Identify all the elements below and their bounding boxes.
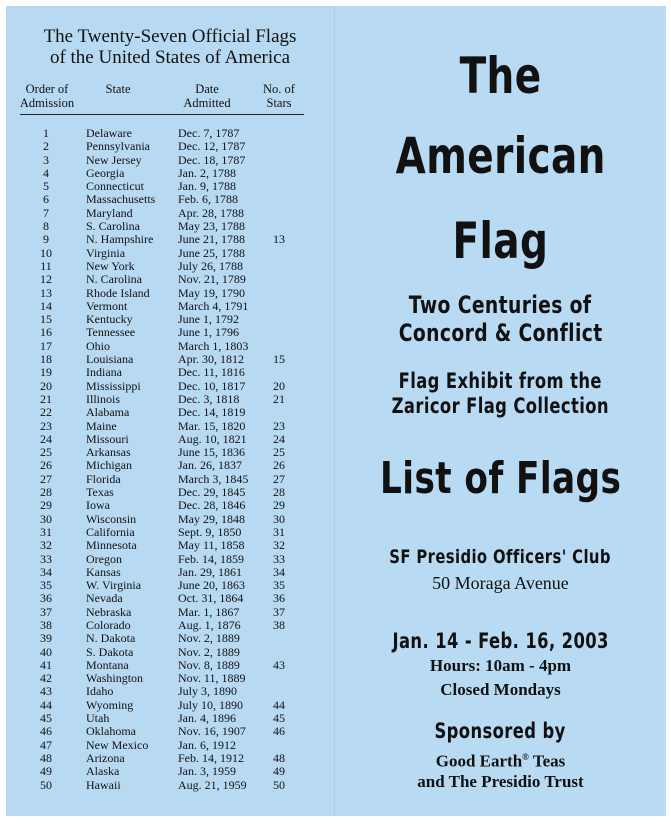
state-cell: S. Dakota: [86, 644, 134, 659]
state-cell: Maine: [86, 418, 117, 433]
date-cell: June 1, 1792: [178, 312, 239, 327]
order-cell: 19: [40, 365, 52, 380]
date-cell: Aug. 1, 1876: [178, 617, 241, 632]
stars-cell: 34: [273, 564, 285, 579]
order-cell: 40: [40, 644, 52, 659]
table-row: [6, 193, 334, 206]
date-cell: June 25, 1788: [178, 245, 245, 260]
table-row: [6, 300, 334, 313]
date-cell: May 19, 1790: [178, 285, 245, 300]
stars-cell: 26: [273, 458, 285, 473]
order-cell: 12: [40, 272, 52, 287]
stars-cell: 44: [273, 697, 285, 712]
table-row: [6, 433, 334, 446]
state-cell: Tennessee: [86, 325, 136, 340]
order-cell: 3: [43, 152, 49, 167]
state-cell: Maryland: [86, 205, 133, 220]
state-cell: California: [86, 524, 135, 539]
table-row: [6, 326, 334, 339]
subtitle-line1: Two Centuries of: [409, 291, 592, 319]
order-cell: 42: [40, 671, 52, 686]
state-cell: New Jersey: [86, 152, 142, 167]
stars-cell: 50: [273, 777, 285, 792]
order-cell: 7: [43, 205, 49, 220]
order-cell: 8: [43, 219, 49, 234]
table-row: [6, 566, 334, 579]
table-row: [6, 247, 334, 260]
header-date: Date Admitted: [183, 82, 231, 110]
table-row: [6, 632, 334, 645]
hours: Hours: 10am - 4pm: [429, 656, 572, 675]
state-cell: New York: [86, 258, 135, 273]
flag-table: [6, 127, 334, 792]
order-cell: 46: [40, 724, 52, 739]
state-cell: Kansas: [86, 564, 121, 579]
title-flag: Flag: [452, 212, 549, 270]
order-cell: 22: [40, 405, 52, 420]
closed-days: Closed Mondays: [440, 680, 561, 699]
table-row: [6, 420, 334, 433]
stars-cell: 33: [273, 551, 285, 566]
order-cell: 43: [40, 684, 52, 699]
date-cell: Feb. 14, 1912: [178, 750, 244, 765]
state-cell: Hawaii: [86, 777, 121, 792]
state-cell: N. Hampshire: [86, 232, 154, 247]
header-state: State: [105, 82, 131, 96]
date-cell: Apr. 28, 1788: [178, 205, 244, 220]
stars-cell: 36: [273, 591, 285, 606]
state-cell: Virginia: [86, 245, 126, 260]
table-row: [6, 353, 334, 366]
date-cell: July 26, 1788: [178, 258, 244, 273]
order-cell: 45: [40, 711, 52, 726]
stars-cell: 29: [273, 498, 285, 513]
date-cell: Nov. 2, 1889: [178, 644, 240, 659]
header-order: Order of Admission: [19, 82, 75, 110]
stars-cell: 20: [273, 378, 285, 393]
date-cell: Dec. 12, 1787: [178, 139, 246, 154]
date-cell: Dec. 11, 1816: [178, 365, 245, 380]
order-cell: 10: [40, 245, 52, 260]
order-cell: 36: [40, 591, 52, 606]
state-cell: Florida: [86, 471, 121, 486]
state-cell: Iowa: [86, 498, 110, 513]
list-heading: List of Flags: [379, 453, 622, 504]
header-stars: No. of Stars: [263, 82, 295, 110]
date-cell: Dec. 28, 1846: [178, 498, 246, 513]
order-cell: 23: [40, 418, 52, 433]
table-row: [6, 539, 334, 552]
order-cell: 34: [40, 564, 52, 579]
date-cell: June 20, 1863: [178, 578, 245, 593]
table-row: [6, 459, 334, 472]
state-cell: Georgia: [86, 165, 125, 180]
date-cell: Nov. 11, 1889: [178, 671, 246, 686]
table-row: [6, 127, 334, 140]
state-cell: New Mexico: [86, 737, 149, 752]
order-cell: 47: [40, 737, 52, 752]
state-cell: Connecticut: [86, 179, 144, 194]
state-cell: Indiana: [86, 365, 122, 380]
order-cell: 4: [43, 165, 49, 180]
table-row: [6, 406, 334, 419]
date-cell: Nov. 21, 1789: [178, 272, 246, 287]
table-row: [6, 233, 334, 246]
table-row: [6, 273, 334, 286]
header-divider: [20, 114, 304, 115]
date-cell: March 1, 1803: [178, 338, 249, 353]
order-cell: 2: [43, 139, 49, 154]
date-cell: Nov. 16, 1907: [178, 724, 246, 739]
stars-cell: 21: [273, 391, 285, 406]
order-cell: 20: [40, 378, 52, 393]
table-row: [6, 393, 334, 406]
date-cell: Apr. 30, 1812: [178, 352, 244, 367]
table-row: [6, 154, 334, 167]
stars-cell: 37: [273, 604, 285, 619]
date-cell: May 23, 1788: [178, 219, 245, 234]
state-cell: Arkansas: [86, 445, 131, 460]
date-cell: Nov. 8, 1889: [178, 657, 240, 672]
stars-cell: 45: [273, 711, 285, 726]
state-cell: Nevada: [86, 591, 123, 606]
sponsored-by: Sponsored by: [434, 719, 567, 743]
date-cell: Oct. 31, 1864: [178, 591, 244, 606]
table-row: [6, 287, 334, 300]
stars-cell: 43: [273, 657, 285, 672]
address: 50 Moraga Avenue: [432, 573, 569, 593]
table-row: [6, 699, 334, 712]
stars-cell: 27: [273, 471, 285, 486]
date-cell: Jan. 26, 1837: [178, 458, 242, 473]
state-cell: S. Carolina: [86, 219, 140, 234]
order-cell: 35: [40, 578, 52, 593]
table-row: [6, 672, 334, 685]
order-cell: 28: [40, 485, 52, 500]
date-cell: March 3, 1845: [178, 471, 249, 486]
date-cell: Nov. 2, 1889: [178, 631, 240, 646]
table-row: [6, 779, 334, 792]
date-cell: Dec. 3, 1818: [178, 391, 240, 406]
date-cell: Jan. 4, 1896: [178, 711, 236, 726]
table-row: [6, 592, 334, 605]
state-cell: Washington: [86, 671, 144, 686]
order-cell: 29: [40, 498, 52, 513]
order-cell: 39: [40, 631, 52, 646]
stars-cell: 28: [273, 485, 285, 500]
state-cell: Montana: [86, 657, 129, 672]
date-cell: Aug. 10, 1821: [178, 431, 247, 446]
order-cell: 50: [40, 777, 52, 792]
order-cell: 26: [40, 458, 52, 473]
order-cell: 11: [40, 258, 52, 273]
state-cell: Nebraska: [86, 604, 132, 619]
table-row: [6, 366, 334, 379]
stars-cell: 15: [273, 352, 285, 367]
date-cell: July 3, 1890: [178, 684, 238, 699]
date-cell: July 10, 1890: [178, 697, 244, 712]
table-row: [6, 340, 334, 353]
sponsor-presidio-trust: and The Presidio Trust: [417, 772, 584, 791]
stars-cell: 48: [273, 750, 285, 765]
date-cell: Jan. 2, 1788: [178, 165, 236, 180]
order-cell: 9: [43, 232, 49, 247]
order-cell: 33: [40, 551, 52, 566]
state-cell: Mississippi: [86, 378, 141, 393]
order-cell: 27: [40, 471, 52, 486]
date-cell: June 15, 1836: [178, 445, 245, 460]
stars-cell: 23: [273, 418, 285, 433]
stars-cell: 24: [273, 431, 285, 446]
stars-cell: 30: [273, 511, 285, 526]
stars-cell: 35: [273, 578, 285, 593]
state-cell: Pennsylvania: [86, 139, 150, 154]
exhibit-dates: Jan. 14 - Feb. 16, 2003: [392, 629, 609, 653]
table-row: [6, 739, 334, 752]
state-cell: Oklahoma: [86, 724, 136, 739]
state-cell: Alabama: [86, 405, 130, 420]
state-cell: Missouri: [86, 431, 129, 446]
order-cell: 37: [40, 604, 52, 619]
date-cell: Jan. 9, 1788: [178, 179, 236, 194]
state-cell: Massachusetts: [86, 192, 156, 207]
stars-cell: 32: [273, 538, 285, 553]
stars-cell: 49: [273, 764, 285, 779]
state-cell: Alaska: [86, 764, 120, 779]
table-row: [6, 725, 334, 738]
date-cell: Dec. 14, 1819: [178, 405, 246, 420]
date-cell: March 4, 1791: [178, 298, 249, 313]
date-cell: May 29, 1848: [178, 511, 245, 526]
table-row: [6, 260, 334, 273]
table-row: [6, 140, 334, 153]
state-cell: Utah: [86, 711, 110, 726]
date-cell: Feb. 14, 1859: [178, 551, 244, 566]
state-cell: Vermont: [86, 298, 128, 313]
state-cell: Wisconsin: [86, 511, 137, 526]
date-cell: Dec. 7, 1787: [178, 126, 240, 140]
table-row: [6, 446, 334, 459]
state-cell: Kentucky: [86, 312, 133, 327]
table-row: [6, 313, 334, 326]
table-row: [6, 765, 334, 778]
date-cell: Jan. 6, 1912: [178, 737, 236, 752]
flag-list-panel: [6, 6, 334, 816]
date-cell: Mar. 15, 1820: [178, 418, 246, 433]
table-row: [6, 180, 334, 193]
order-cell: 18: [40, 352, 52, 367]
order-cell: 13: [40, 285, 52, 300]
title-american: American: [395, 127, 606, 185]
state-cell: Delaware: [86, 126, 132, 140]
table-row: [6, 499, 334, 512]
state-cell: Michigan: [86, 458, 132, 473]
state-cell: Colorado: [86, 617, 131, 632]
title-the: The: [459, 47, 542, 105]
order-cell: 6: [43, 192, 49, 207]
state-cell: Louisiana: [86, 352, 134, 367]
table-row: [6, 685, 334, 698]
stars-cell: 31: [273, 524, 285, 539]
date-cell: June 1, 1796: [178, 325, 239, 340]
order-cell: 1: [43, 126, 49, 140]
order-cell: 24: [40, 431, 52, 446]
order-cell: 48: [40, 750, 52, 765]
order-cell: 14: [40, 298, 52, 313]
order-cell: 30: [40, 511, 52, 526]
exhibit-line1: Flag Exhibit from the: [398, 369, 603, 393]
table-row: [6, 646, 334, 659]
table-row: [6, 526, 334, 539]
date-cell: Dec. 10, 1817: [178, 378, 246, 393]
order-cell: 5: [43, 179, 49, 194]
table-row: [6, 513, 334, 526]
table-row: [6, 207, 334, 220]
stars-cell: 13: [273, 232, 285, 247]
order-cell: 16: [40, 325, 52, 340]
state-cell: Ohio: [86, 338, 110, 353]
cover-panel: [334, 6, 666, 816]
order-cell: 38: [40, 617, 52, 632]
state-cell: W. Virginia: [86, 578, 142, 593]
date-cell: Dec. 18, 1787: [178, 152, 246, 167]
exhibit-line2: Zaricor Flag Collection: [391, 394, 610, 418]
state-cell: Idaho: [86, 684, 114, 699]
table-row: [6, 473, 334, 486]
order-cell: 17: [40, 338, 52, 353]
date-cell: Jan. 29, 1861: [178, 564, 242, 579]
stars-cell: 38: [273, 617, 285, 632]
subtitle-line2: Concord & Conflict: [398, 319, 603, 347]
order-cell: 32: [40, 538, 52, 553]
list-title: The Twenty-Seven Official Flags of the United States of America: [43, 26, 297, 68]
table-row: [6, 752, 334, 765]
date-cell: Dec. 29, 1845: [178, 485, 246, 500]
table-row: [6, 167, 334, 180]
table-row: [6, 486, 334, 499]
table-row: [6, 220, 334, 233]
venue: SF Presidio Officers' Club: [389, 546, 612, 568]
date-cell: Jan. 3, 1959: [178, 764, 236, 779]
state-cell: Arizona: [86, 750, 125, 765]
state-cell: Minnesota: [86, 538, 137, 553]
order-cell: 41: [40, 657, 52, 672]
order-cell: 44: [40, 697, 52, 712]
state-cell: Illinois: [86, 391, 121, 406]
table-row: [6, 619, 334, 632]
state-cell: N. Carolina: [86, 272, 142, 287]
order-cell: 25: [40, 445, 52, 460]
table-row: [6, 659, 334, 672]
date-cell: Feb. 6, 1788: [178, 192, 238, 207]
date-cell: June 21, 1788: [178, 232, 245, 247]
order-cell: 31: [40, 524, 52, 539]
date-cell: Sept. 9, 1850: [178, 524, 242, 539]
date-cell: May 11, 1858: [178, 538, 245, 553]
table-row: [6, 553, 334, 566]
table-row: [6, 380, 334, 393]
state-cell: N. Dakota: [86, 631, 136, 646]
order-cell: 49: [40, 764, 52, 779]
date-cell: Mar. 1, 1867: [178, 604, 240, 619]
table-row: [6, 606, 334, 619]
sponsor-good-earth: Good Earth® Teas: [435, 751, 566, 771]
stars-cell: 25: [273, 445, 285, 460]
order-cell: 15: [40, 312, 52, 327]
state-cell: Texas: [86, 485, 114, 500]
state-cell: Oregon: [86, 551, 122, 566]
state-cell: Rhode Island: [86, 285, 150, 300]
table-row: [6, 579, 334, 592]
order-cell: 21: [40, 391, 52, 406]
stars-cell: 46: [273, 724, 285, 739]
state-cell: Wyoming: [86, 697, 134, 712]
table-row: [6, 712, 334, 725]
date-cell: Aug. 21, 1959: [178, 777, 247, 792]
